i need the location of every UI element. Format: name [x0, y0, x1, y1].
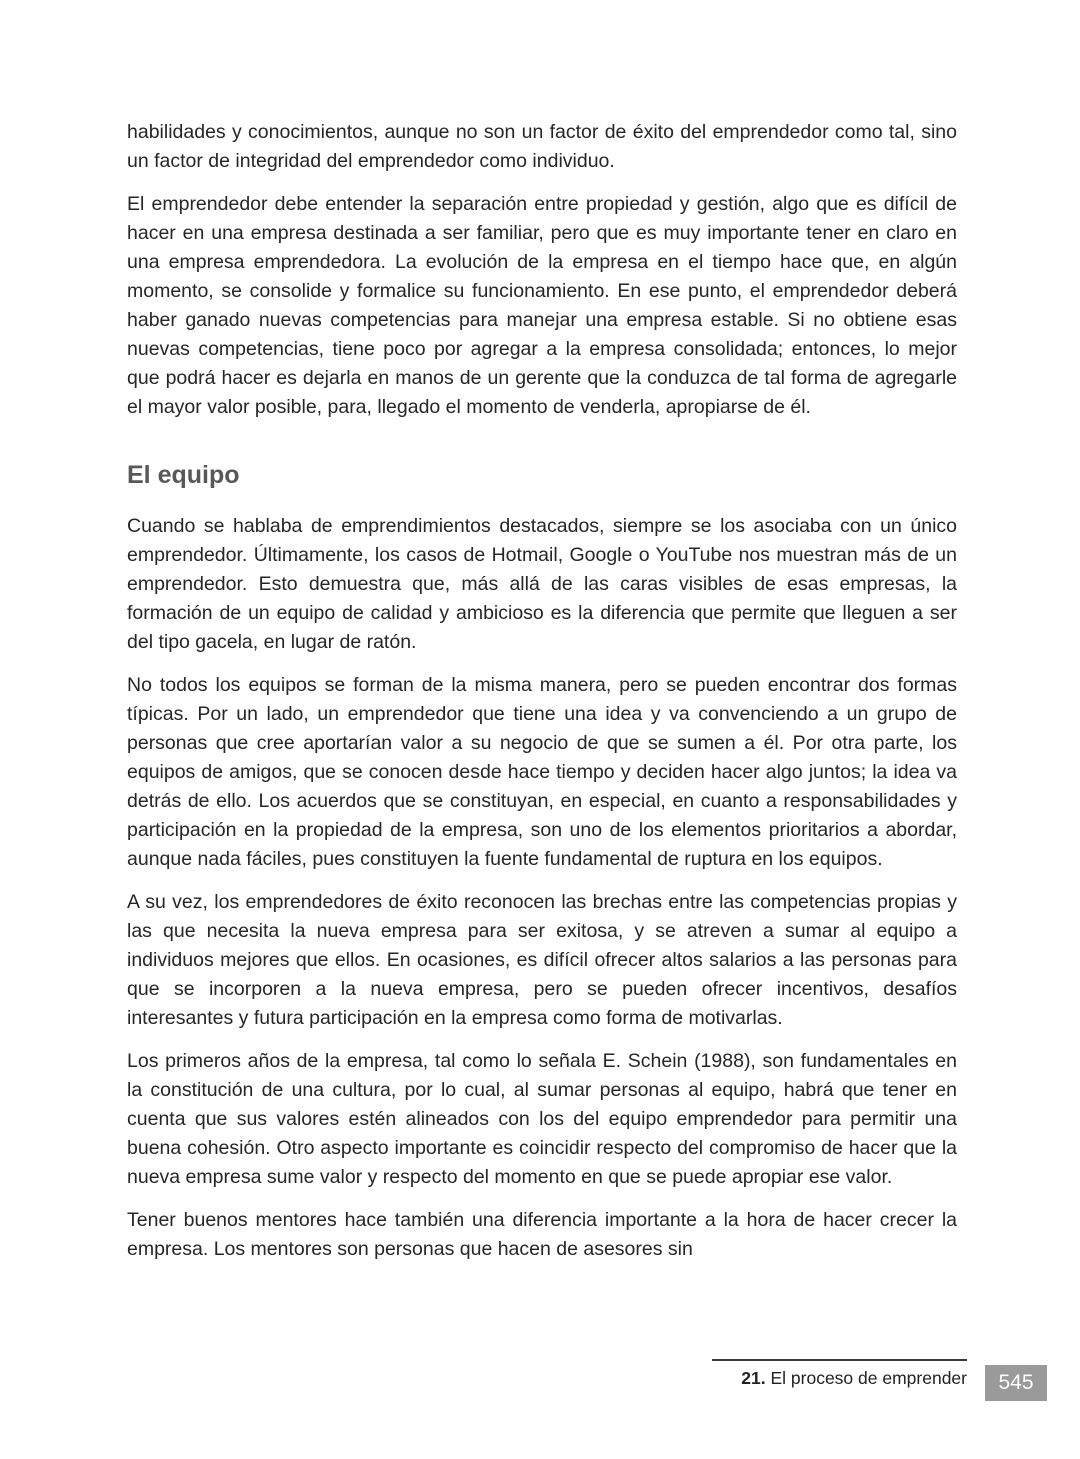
chapter-title: El proceso de emprender	[765, 1368, 967, 1388]
paragraph: A su vez, los emprendedores de éxito reconocen las brechas entre las competencias propias y las que necesita la nueva empresa para ser exitosa, y se atreven a sumar al equipo a individuos mejores que ellos. En ocasiones, es difícil ofrecer altos salarios a las personas para que se incorporen a la nueva empresa, pero se pueden ofrecer incentivos, desafíos interesantes y futura participación en la empresa como forma de motivarlas.	[127, 891, 957, 1029]
chapter-number: 21.	[741, 1368, 766, 1388]
paragraph: Cuando se hablaba de emprendimientos destacados, siempre se los asociaba con un único emprendedor. Últimamente, los casos de Hotmail, Google o YouTube nos muestran más de un emprendedor. Esto demuestra que, más allá de las caras visibles de esas empresas, la formación de un equipo de calidad y ambicioso es la diferencia que permite que lleguen a ser del tipo gacela, en lugar de ratón.	[127, 515, 957, 653]
paragraph: Los primeros años de la empresa, tal como lo señala E. Schein (1988), son fundamentales en la constitución de una cultura, por lo cual, al sumar personas al equipo, habrá que tener en cuenta que sus valores estén alineados con los del equipo emprendedor para permitir una buena cohesión. Otro aspecto importante es coincidir respecto del compromiso de hacer que la nueva empresa sume valor y respecto del momento en que se puede apropiar ese valor.	[127, 1050, 957, 1188]
chapter-caption	[712, 1359, 967, 1389]
section-heading: El equipo	[127, 461, 240, 489]
paragraph: habilidades y conocimientos, aunque no son un factor de éxito del emprendedor como tal, sino un factor de integridad del emprendedor como individuo.	[127, 121, 957, 172]
paragraph: Tener buenos mentores hace también una diferencia importante a la hora de hacer crecer la empresa. Los mentores son personas que hacen de asesores sin	[127, 1209, 957, 1260]
page-number: 545	[998, 1371, 1034, 1394]
paragraph: El emprendedor debe entender la separación entre propiedad y gestión, algo que es difícil de hacer en una empresa destinada a ser familiar, pero que es muy importante tener en claro en una empresa emprendedora. La evolución de la empresa en el tiempo hace que, en algún momento, se consolide y formalice su funcionamiento. En ese punto, el emprendedor deberá haber ganado nuevas competencias para manejar una empresa estable. Si no obtiene esas nuevas competencias, tiene poco por agregar a la empresa consolidada; entonces, lo mejor que podrá hacer es dejarla en manos de un gerente que la conduzca de tal forma de agregarle el mayor valor posible, para, llegado el momento de venderla, apropiarse de él.	[127, 193, 957, 418]
paragraph: No todos los equipos se forman de la misma manera, pero se pueden encontrar dos formas típicas. Por un lado, un emprendedor que tiene una idea y va convenciendo a un grupo de personas que cree aportarían valor a su negocio de que se sumen a él. Por otra parte, los equipos de amigos, que se conocen desde hace tiempo y deciden hacer algo juntos; la idea va detrás de ello. Los acuerdos que se constituyan, en especial, en cuanto a responsabilidades y participación en la propiedad de la empresa, son uno de los elementos prioritarios a abordar, aunque nada fáciles, pues constituyen la fuente fundamental de ruptura en los equipos.	[127, 674, 957, 870]
page-number-badge	[985, 1365, 1047, 1401]
page-footer	[712, 1357, 1047, 1401]
page-content	[127, 118, 957, 1278]
